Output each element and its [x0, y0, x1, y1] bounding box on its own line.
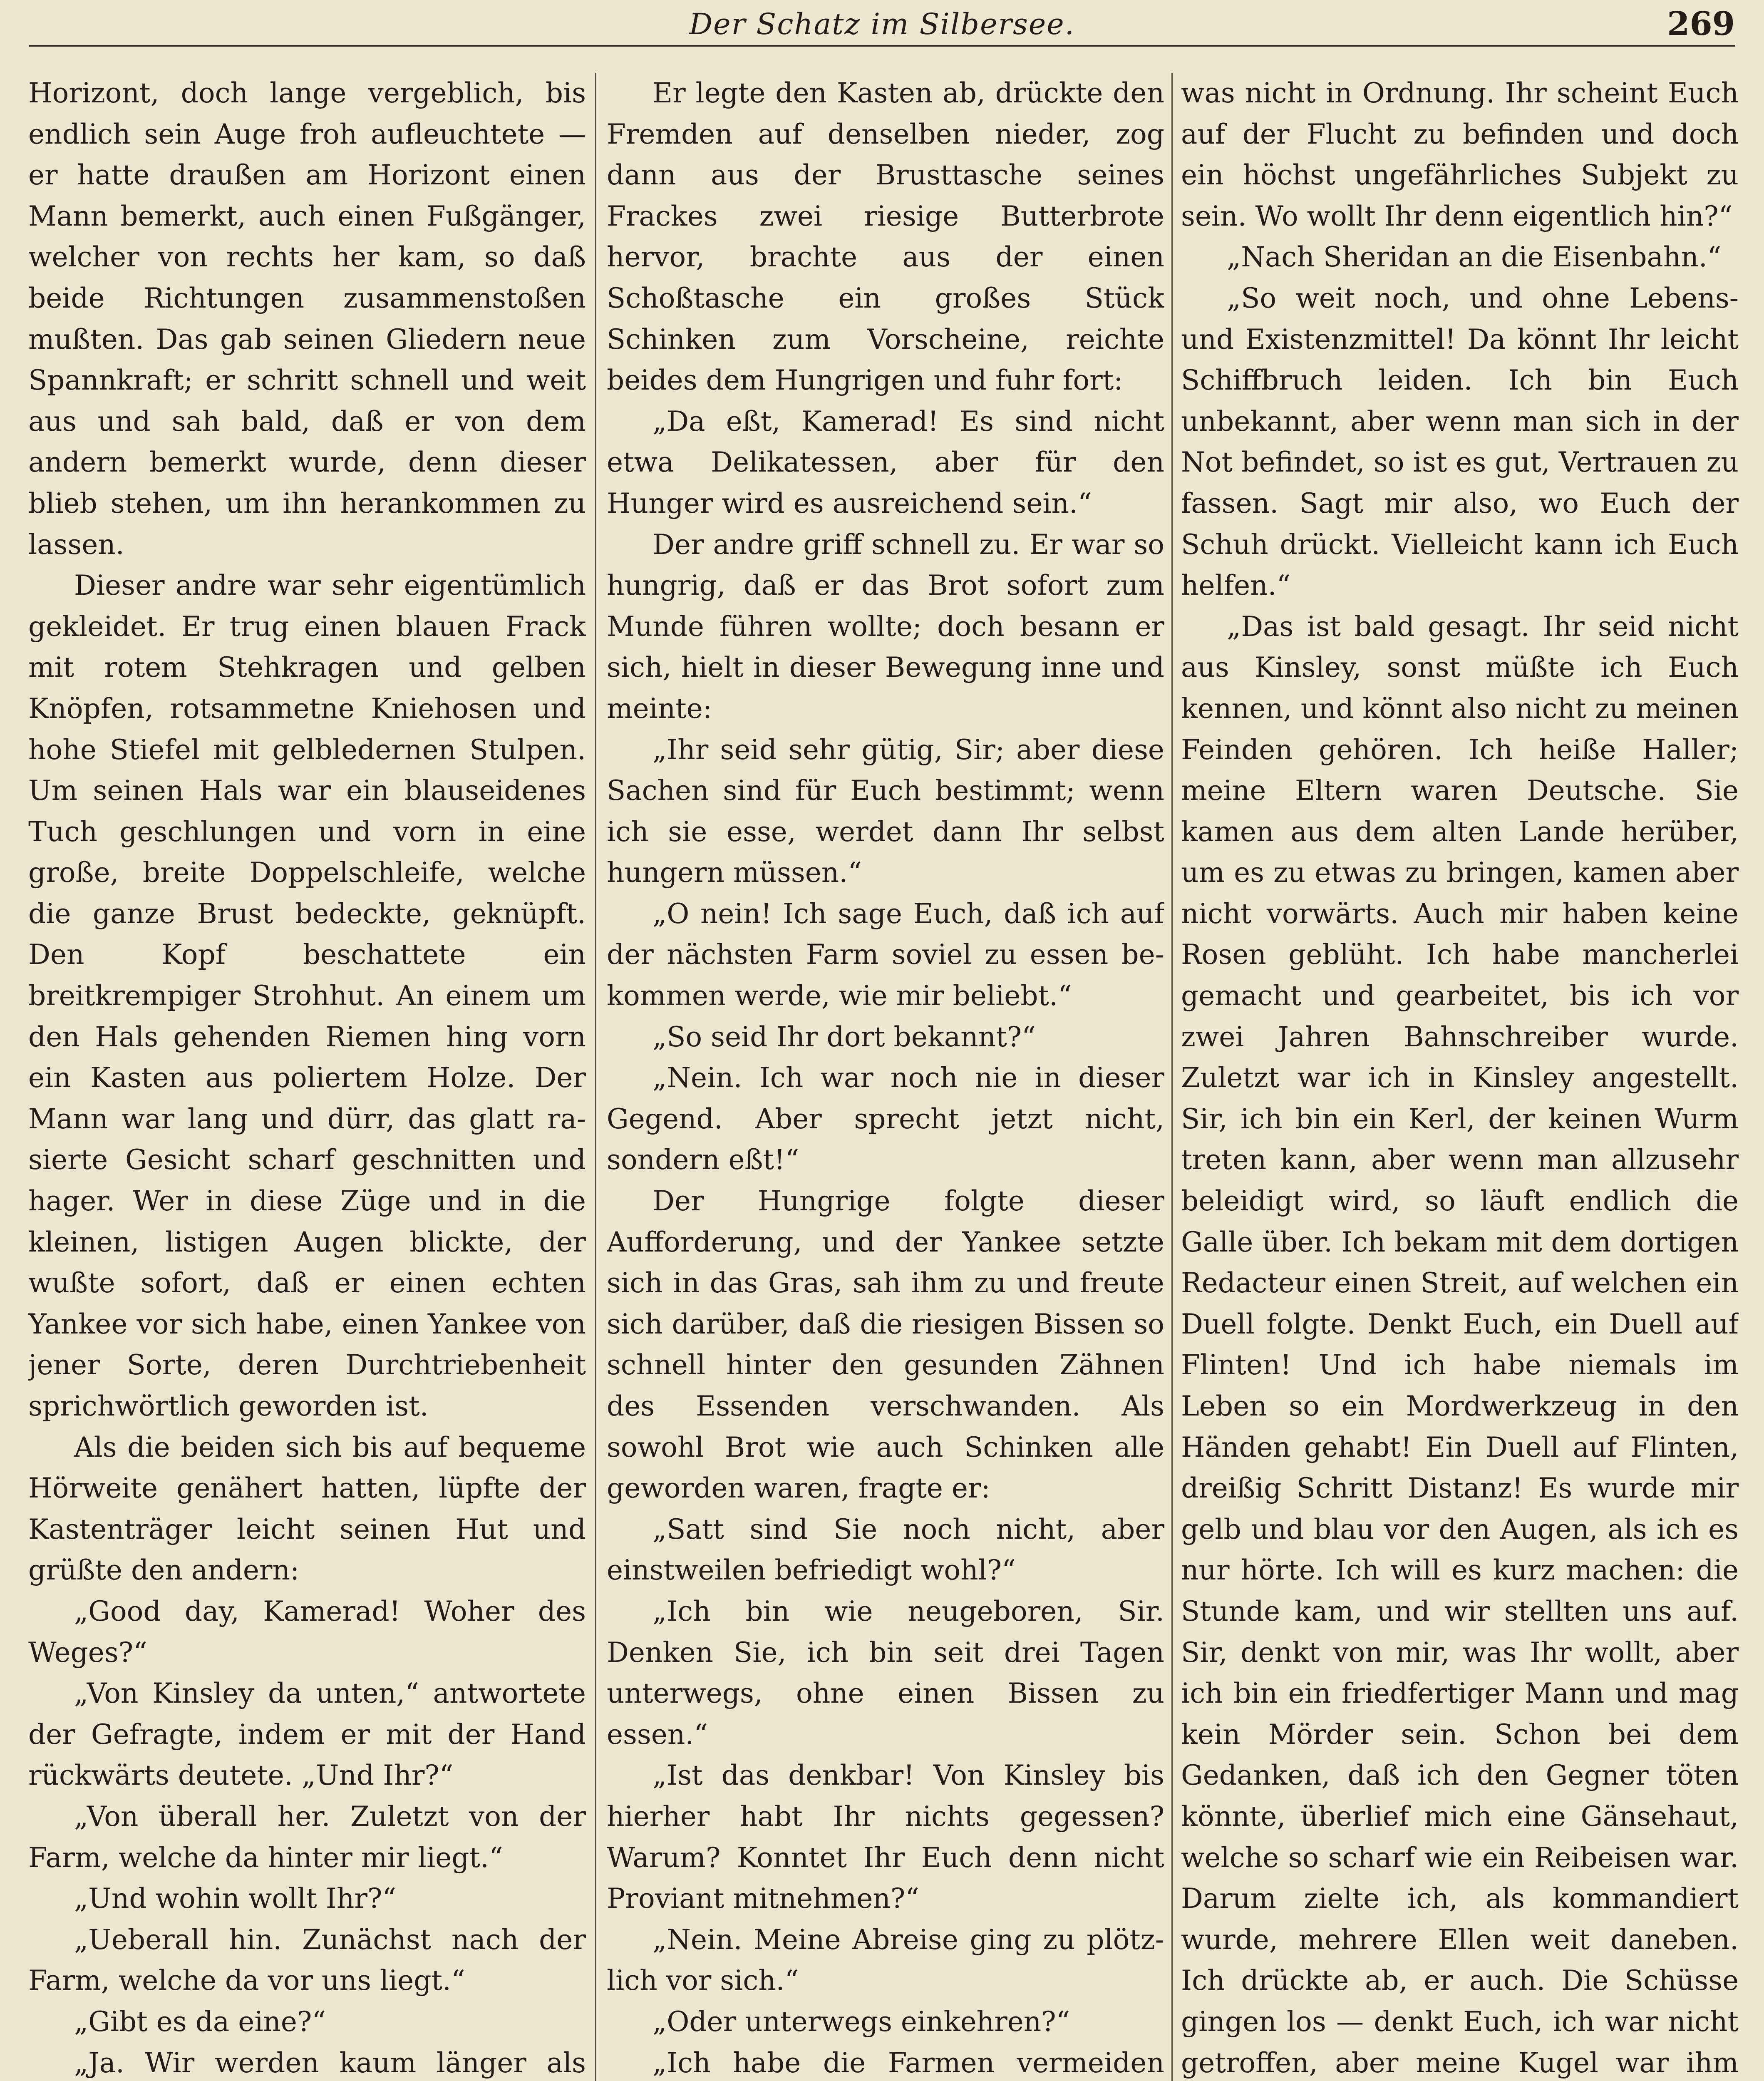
paragraph: „Satt sind Sie noch nicht, aber einstweilen befriedigt wohl?“ — [607, 1513, 1164, 1587]
paragraph: „Von Kinsley da unten,“ antwortete der Gefragte, indem er mit der Hand rückwärts deutete. „Und Ihr?“ — [28, 1677, 586, 1792]
paragraph: Dieser andre war sehr eigentümlich gekleidet. Er trug einen blauen Frack mit rotem Stehkragen und gelben Knöpfen, rotsammetne Kniehosen und hohe Stiefel mit gelbledernen Stulpen. Um seinen Hals war ein blauseidenes Tuch geschlungen und vorn in eine große, breite Doppelschleife, welche die ganze Brust bedeckte, geknüpft. Den Kopf beschattete ein breitkrempiger Strohhut. An einem um den Hals gehenden Riemen hing vorn ein Kasten aus poliertem Holze. Der Mann war lang und dürr, das glatt rasierte Gesicht scharf geschnitten und hager. Wer in diese Züge und in die kleinen, listigen Augen blickte, der wußte sofort, daß er einen echten Yankee vor sich habe, einen Yankee von jener Sorte, deren Durchtriebenheit sprichwörtlich geworden ist. — [28, 569, 586, 1422]
text-column-2 — [607, 73, 1164, 2081]
paragraph: „Ihr seid sehr gütig, Sir; aber diese Sachen sind für Euch bestimmt; wenn ich sie esse, werdet dann Ihr selbst hungern müssen.“ — [607, 733, 1164, 889]
page-header — [29, 3, 1735, 47]
paragraph: Als die beiden sich bis auf bequeme Hörweite genähert hatten, lüpfte der Kastenträger leicht seinen Hut und grüßte den andern: — [28, 1431, 586, 1587]
paragraph: „Good day, Kamerad! Woher des Weges?“ — [28, 1595, 586, 1669]
paragraph: „Und wohin wollt Ihr?“ — [74, 1882, 397, 1915]
paragraph: „Von überall her. Zuletzt von der Farm, welche da hinter mir liegt.“ — [28, 1800, 586, 1874]
paragraph: „O nein! Ich sage Euch, daß ich auf der nächsten Farm soviel zu essen bekommen werde, wie mir beliebt.“ — [607, 897, 1164, 1012]
paragraph: „Das ist bald gesagt. Ihr seid nicht aus Kinsley, sonst müßte ich Euch kennen, und könnt also nicht zu meinen Feinden gehören. Ich heiße Haller; meine Eltern waren Deutsche. Sie kamen aus dem alten Lande herüber, um es zu etwas zu bringen, kamen aber nicht vorwärts. Auch mir haben keine Rosen geblüht. Ich habe mancherlei gemacht und gearbeitet, bis ich vor zwei Jahren Bahnschreiber wurde. Zuletzt war ich in Kinsley angestellt. Sir, ich bin ein Kerl, der keinen Wurm treten kann, aber wenn man allzusehr beleidigt wird, so läuft endlich die Galle über. Ich bekam mit dem dortigen Redacteur einen Streit, auf welchen ein Duell folgte. Denkt Euch, ein Duell auf Flinten! Und ich habe niemals im Leben so ein Mordwerkzeug in den Händen gehabt! Ein Duell auf Flinten, dreißig Schritt Distanz! Es wurde mir gelb und blau vor den Augen, als ich es nur hörte. Ich will es kurz machen: die Stunde kam, und wir stellten uns auf. Sir, denkt von mir, was Ihr wollt, aber ich bin ein friedfertiger Mann und mag kein Mörder sein. Schon bei dem Gedanken, daß ich den Gegner töten könnte, überlief mich eine Gänsehaut, welche so scharf wie ein Reibeisen war. Darum zielte ich, als kommandiert wurde, mehrere Ellen weit daneben. Ich drückte ab, er auch. Die Schüsse gingen los — denkt Euch, ich war nicht getroffen, aber meine Kugel war ihm — [1181, 610, 1739, 2079]
paragraph: „Da eßt, Kamerad! Es sind nicht etwa Delikatessen, aber für den Hunger wird es ausreichend sein.“ — [607, 405, 1164, 519]
paragraph: „Ueberall hin. Zunächst nach der Farm, welche da vor uns liegt.“ — [28, 1923, 586, 1997]
text-column-1 — [28, 73, 586, 2081]
column-rule — [1171, 73, 1173, 2081]
paragraph: „Nein. Ich war noch nie in dieser Gegend. Aber sprecht jetzt nicht, sondern eßt!“ — [607, 1062, 1164, 1176]
paragraph: „Ist das denkbar! Von Kinsley bis hierher habt Ihr nichts gegessen? Warum? Konntet Ihr Euch denn nicht Proviant mitnehmen?“ — [607, 1759, 1164, 1915]
paragraph: Er legte den Kasten ab, drückte den Fremden auf denselben nieder, zog dann aus der Brusttasche seines Frackes zwei riesige Butterbrote hervor, brachte aus der einen Schoßtasche ein großes Stück Schinken zum Vorscheine, reichte beides dem Hungrigen und fuhr fort: — [607, 77, 1164, 397]
paragraph: „Nein. Meine Abreise ging zu plötzlich vor sich.“ — [607, 1923, 1164, 1997]
text-column-3 — [1181, 73, 1739, 2081]
column-rule — [595, 73, 596, 2081]
paragraph: Der Hungrige folgte dieser Aufforderung, und der Yankee setzte sich in das Gras, sah ihm zu und freute sich darüber, daß die riesigen Bissen so schnell hinter den gesunden Zähnen des Essenden verschwanden. Als sowohl Brot wie auch Schinken alle geworden waren, fragte er: — [607, 1185, 1164, 1505]
paragraph: „Ich bin wie neugeboren, Sir. Denken Sie, ich bin seit drei Tagen unterwegs, ohne einen Bissen zu essen.“ — [607, 1595, 1164, 1751]
paragraph: „Ich habe die Farmen vermeiden — [653, 2046, 1164, 2079]
paragraph: was nicht in Ordnung. Ihr scheint Euch auf der Flucht zu befinden und doch ein höchst ungefährliches Subjekt zu sein. Wo wollt Ihr denn eigentlich hin?“ — [1181, 77, 1739, 232]
paragraph: „So weit noch, und ohne Lebens- und Existenzmittel! Da könnt Ihr leicht Schiffbruch leiden. Ich bin Euch unbekannt, aber wenn man sich in der Not befindet, so ist es gut, Vertrauen zu fassen. Sagt mir also, wo Euch der Schuh drückt. Vielleicht kann ich Euch helfen.“ — [1181, 282, 1739, 602]
running-title: Der Schatz im Silbersee. — [689, 7, 1075, 41]
paragraph: „So seid Ihr dort bekannt?“ — [653, 1021, 1036, 1053]
page-number: 269 — [1667, 5, 1735, 43]
paragraph: „Oder unterwegs einkehren?“ — [653, 2005, 1070, 2038]
paragraph: „Gibt es da eine?“ — [74, 2005, 326, 2038]
paragraph: „Ja. Wir werden kaum länger als — [74, 2046, 586, 2079]
paragraph: Horizont, doch lange vergeblich, bis endlich sein Auge froh aufleuchtete — er hatte draußen am Horizont einen Mann bemerkt, auch einen Fußgänger, welcher von rechts her kam, so daß beide Richtungen zusammenstoßen mußten. Das gab seinen Gliedern neue Spannkraft; er schritt schnell und weit aus und sah bald, daß er von dem andern bemerkt wurde, denn dieser blieb stehen, um ihn herankommen zu lassen. — [28, 77, 586, 561]
paragraph: Der andre griff schnell zu. Er war so hungrig, daß er das Brot sofort zum Munde führen wollte; doch besann er sich, hielt in dieser Bewegung inne und meinte: — [607, 528, 1164, 725]
paragraph: „Nach Sheridan an die Eisenbahn.“ — [1227, 241, 1722, 273]
